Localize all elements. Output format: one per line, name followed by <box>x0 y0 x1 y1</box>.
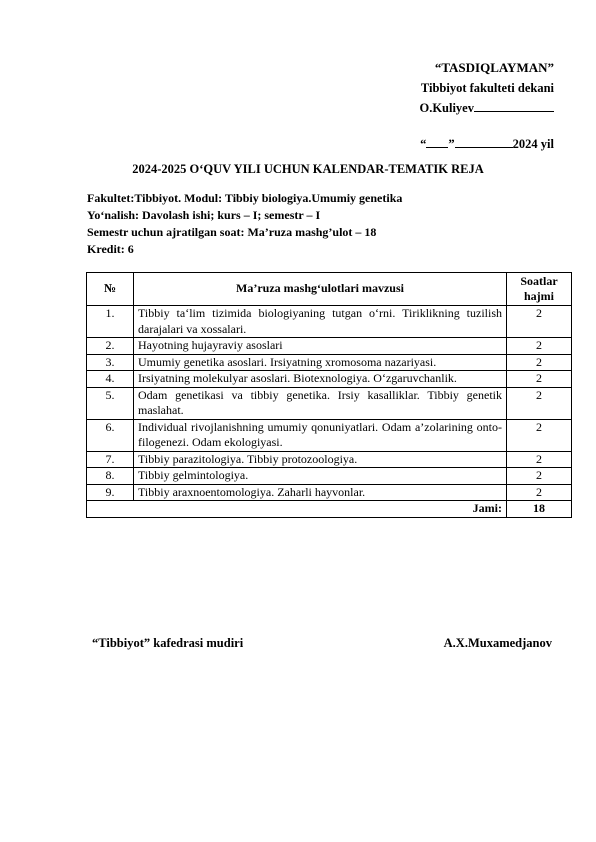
lecture-table <box>86 272 572 518</box>
table-total-row <box>87 501 572 518</box>
document-title: 2024-2025 O‘QUV YILI UCHUN KALENDAR-TEMATIK REJA <box>132 162 484 176</box>
row-hours: 2 <box>507 387 572 419</box>
signature-underline <box>474 99 554 112</box>
row-number: 5. <box>87 387 134 419</box>
table-row <box>87 451 572 468</box>
row-number: 6. <box>87 419 134 451</box>
row-hours: 2 <box>507 484 572 501</box>
approval-name-line <box>354 98 554 118</box>
row-number: 2. <box>87 338 134 355</box>
info-direction: Yo‘nalish: Davolash ishi; kurs – I; semestr – I <box>87 208 321 222</box>
table-row <box>87 354 572 371</box>
row-number: 8. <box>87 468 134 485</box>
info-hours: Semestr uchun ajratilgan soat: Ma’ruza mashg’ulot – 18 <box>87 225 377 239</box>
date-quote-open: “ <box>420 137 427 151</box>
approval-position: Tibbiyot fakulteti dekani <box>420 81 554 95</box>
row-number: 4. <box>87 371 134 388</box>
total-label: Jami: <box>87 501 507 518</box>
approval-name: O.Kuliyev <box>419 101 474 115</box>
row-topic: Individual rivojlanishning umumiy qonuniyatlari. Odam a’zolarining onto-filogenezi. Odam ekologiyasi. <box>134 419 507 451</box>
day-underline <box>426 135 448 148</box>
row-hours: 2 <box>507 354 572 371</box>
row-topic: Tibbiy araxnoentomologiya. Zaharli hayvonlar. <box>134 484 507 501</box>
table-row <box>87 306 572 338</box>
info-credit: Kredit: 6 <box>87 242 134 256</box>
approval-block <box>354 58 554 154</box>
row-topic: Irsiyatning molekulyar asoslari. Biotexnologiya. O‘zgaruvchanlik. <box>134 371 507 388</box>
table-row <box>87 419 572 451</box>
row-number: 7. <box>87 451 134 468</box>
row-hours: 2 <box>507 306 572 338</box>
signature-role: “Tibbiyot” kafedrasi mudiri <box>92 636 244 650</box>
header-number: № <box>87 273 134 306</box>
table-row <box>87 338 572 355</box>
table-row <box>87 387 572 419</box>
header-topic: Ma’ruza mashg‘ulotlari mavzusi <box>134 273 507 306</box>
table-header-row <box>87 273 572 306</box>
row-hours: 2 <box>507 468 572 485</box>
info-faculty: Fakultet:Tibbiyot. Modul: Tibbiy biologiya.Umumiy genetika <box>87 191 403 205</box>
row-hours: 2 <box>507 371 572 388</box>
table-row <box>87 468 572 485</box>
approval-title: “TASDIQLAYMAN” <box>434 60 554 75</box>
row-topic: Odam genetikasi va tibbiy genetika. Irsiy kasalliklar. Tibbiy genetik maslahat. <box>134 387 507 419</box>
signature-block <box>92 636 552 651</box>
signature-name: A.X.Muxamedjanov <box>443 636 552 650</box>
total-value: 18 <box>507 501 572 518</box>
row-topic: Tibbiy ta‘lim tizimida biologiyaning tutgan o‘rni. Tiriklikning tuzilish darajalari va xossalari. <box>134 306 507 338</box>
table-row <box>87 484 572 501</box>
row-topic: Umumiy genetika asoslari. Irsiyatning xromosoma nazariyasi. <box>134 354 507 371</box>
row-topic: Tibbiy gelmintologiya. <box>134 468 507 485</box>
row-topic: Hayotning hujayraviy asoslari <box>134 338 507 355</box>
table-row <box>87 371 572 388</box>
row-topic: Tibbiy parazitologiya. Tibbiy protozoologiya. <box>134 451 507 468</box>
header-hours: Soatlar hajmi <box>507 273 572 306</box>
approval-date-line <box>354 134 554 154</box>
row-hours: 2 <box>507 338 572 355</box>
month-underline <box>455 135 513 148</box>
row-number: 9. <box>87 484 134 501</box>
date-quote-close: ” <box>448 137 455 151</box>
info-block <box>87 190 402 258</box>
date-year: 2024 yil <box>512 137 554 151</box>
row-hours: 2 <box>507 419 572 451</box>
row-hours: 2 <box>507 451 572 468</box>
row-number: 1. <box>87 306 134 338</box>
row-number: 3. <box>87 354 134 371</box>
